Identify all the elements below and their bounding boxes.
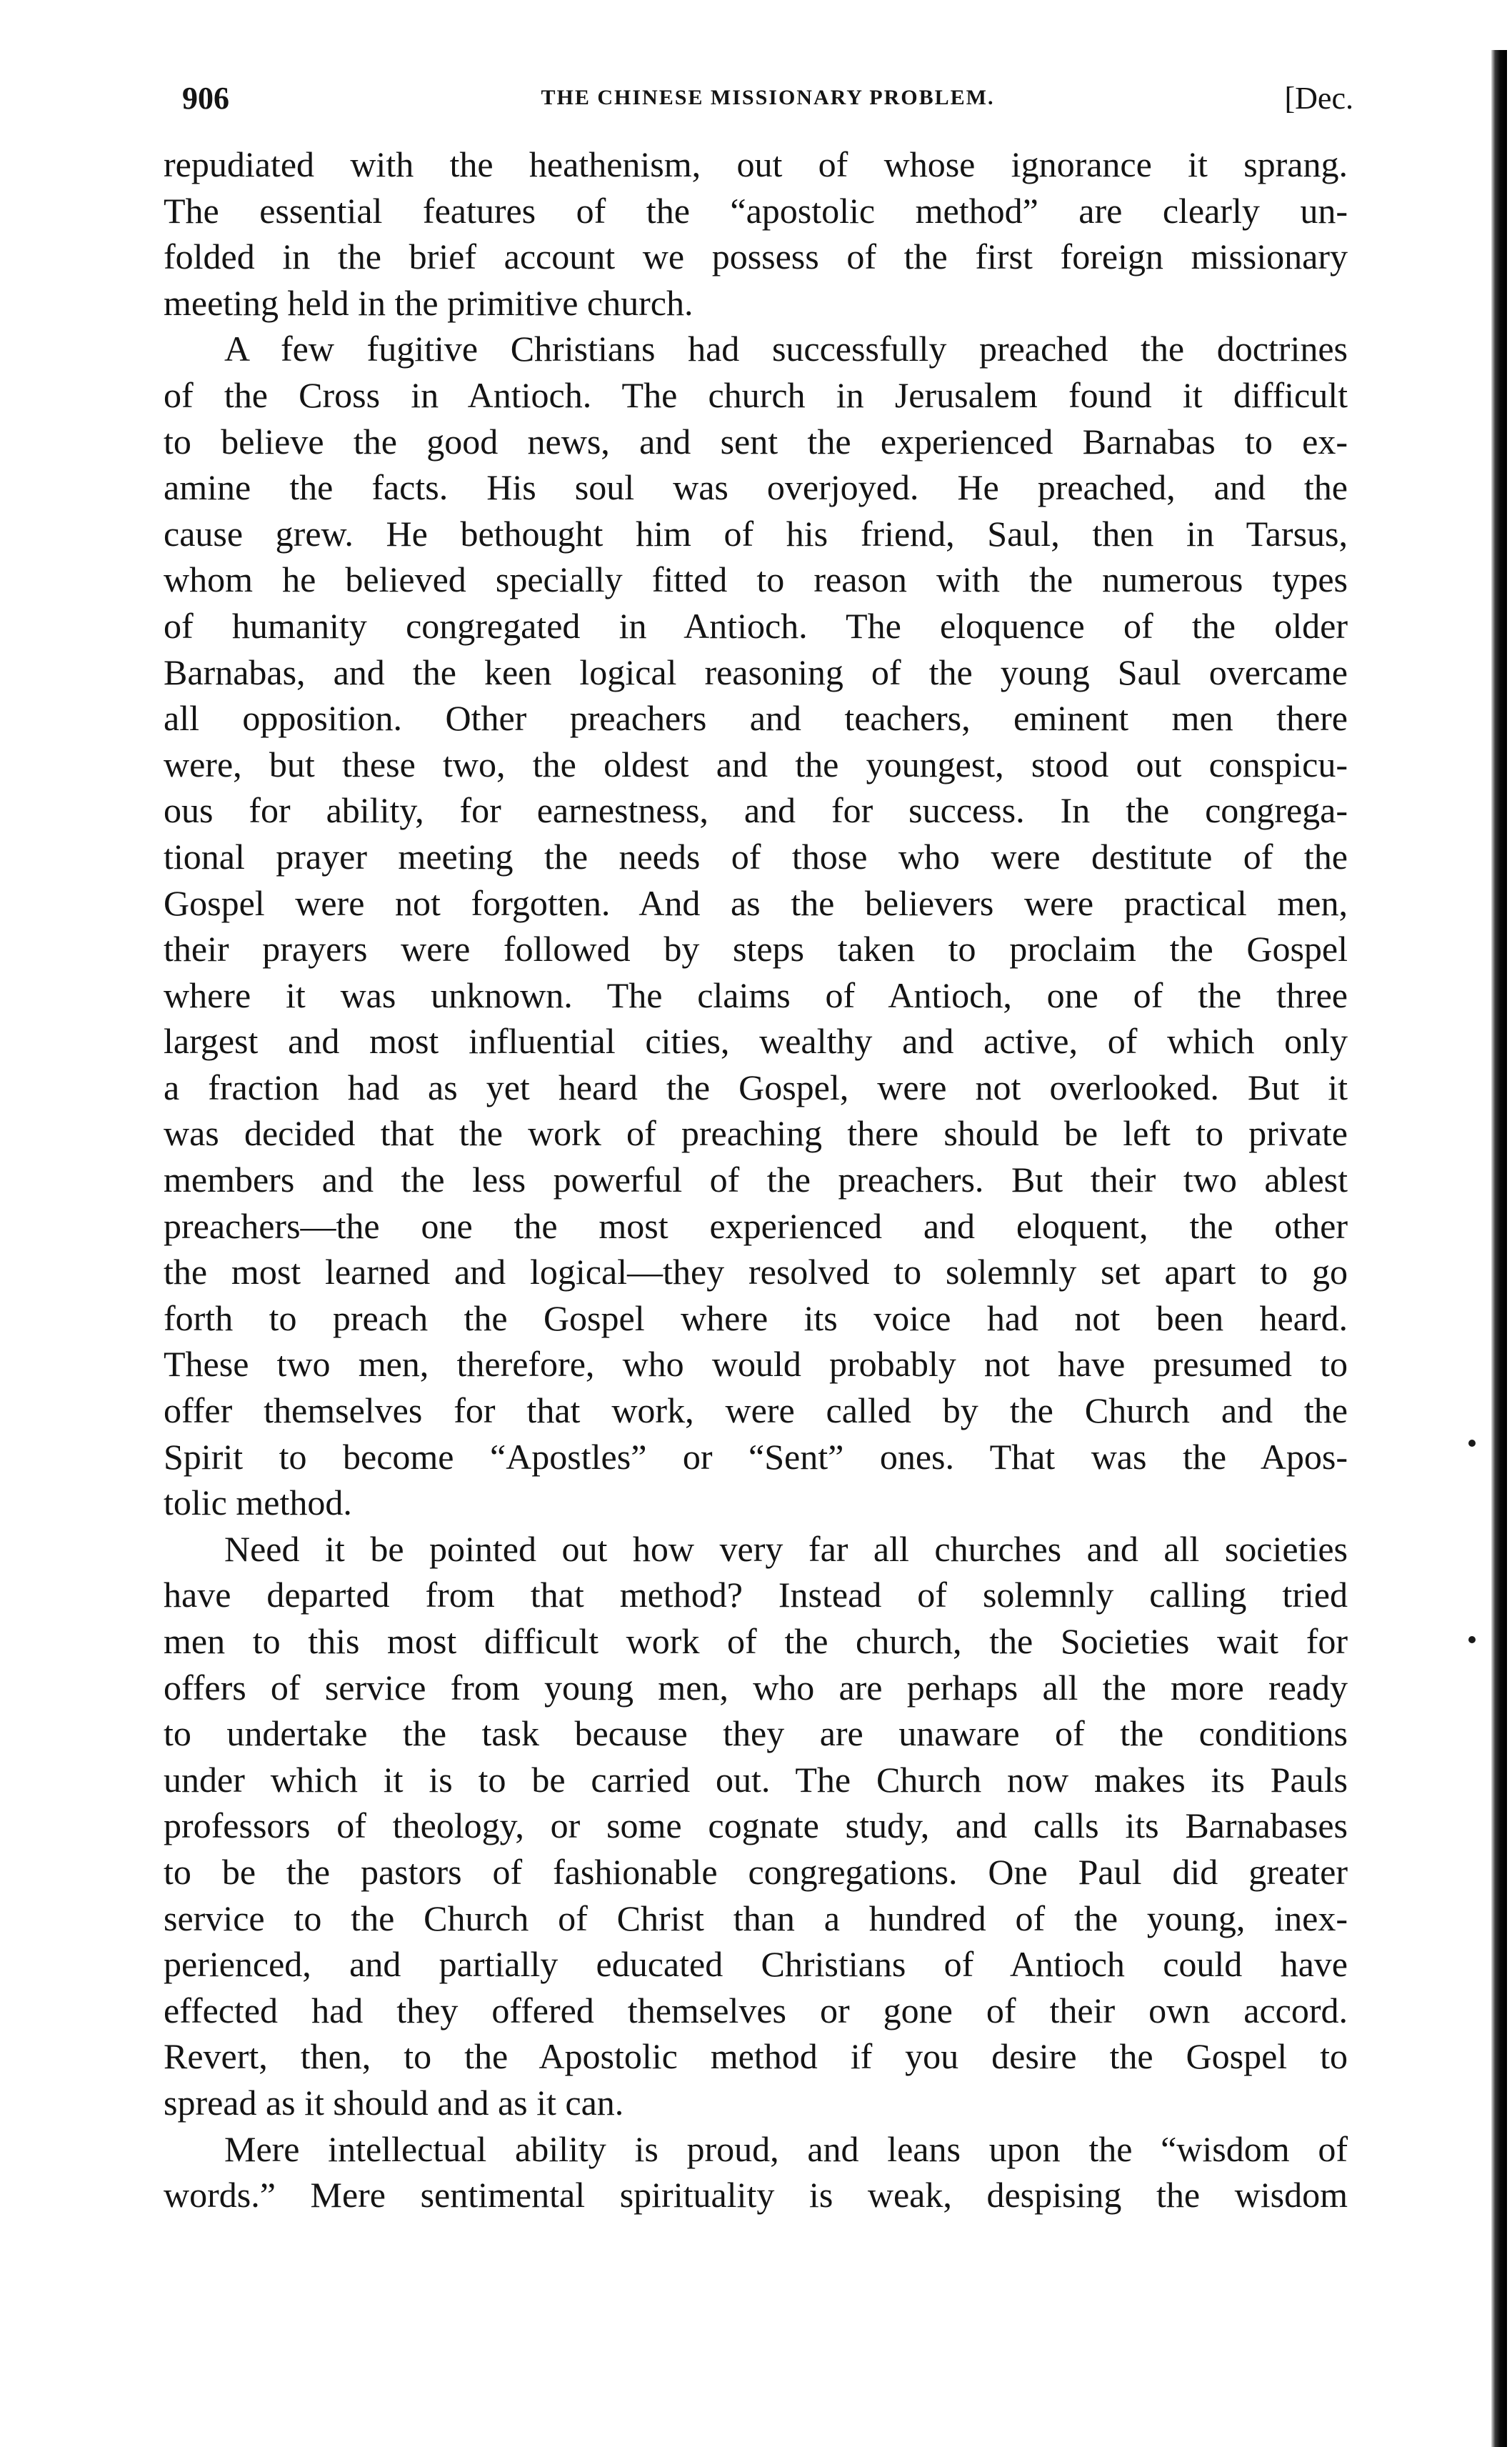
text-line: have departed from that method? Instead of solemnly calling tried — [164, 1575, 1348, 1615]
text-line: of the Cross in Antioch. The church in Jerusalem found it difficult — [164, 374, 1348, 415]
text-line: whom he believed specially fitted to reason with the numerous types — [164, 559, 1348, 600]
text-line: to be the pastors of fashionable congregations. One Paul did greater — [164, 1851, 1348, 1892]
text-line: were, but these two, the oldest and the youngest, stood out conspicu- — [164, 744, 1348, 784]
paragraph-start-line: Mere intellectual ability is proud, and leans upon the “wisdom of — [224, 2128, 1348, 2169]
text-line: largest and most influential cities, wealthy and active, of which only — [164, 1021, 1348, 1062]
scan-speck — [1468, 1440, 1476, 1447]
paragraph-start-line: Need it be pointed out how very far all churches and all societies — [224, 1528, 1348, 1569]
text-line: tional prayer meeting the needs of those who were destitute of the — [164, 836, 1348, 877]
text-line: repudiated with the heathenism, out of whose ignorance it sprang. — [164, 144, 1348, 184]
text-line: ous for ability, for earnestness, and for success. In the congrega- — [164, 790, 1348, 831]
text-line: Revert, then, to the Apostolic method if you desire the Gospel to — [164, 2036, 1348, 2077]
text-line: meeting held in the primitive church. — [164, 282, 694, 323]
text-line: offer themselves for that work, were called by the Church and the — [164, 1390, 1348, 1431]
text-line: was decided that the work of preaching there should be left to private — [164, 1113, 1348, 1154]
text-line: amine the facts. His soul was overjoyed. He preached, and the — [164, 467, 1348, 508]
page-number: 906 — [182, 81, 229, 116]
text-line: a fraction had as yet heard the Gospel, were not overlooked. But it — [164, 1067, 1348, 1107]
text-line: of humanity congregated in Antioch. The eloquence of the older — [164, 605, 1348, 646]
paragraph-start-line: A few fugitive Christians had successfully preached the doctrines — [224, 329, 1348, 369]
text-line: The essential features of the “apostolic method” are clearly un- — [164, 190, 1348, 231]
text-line: service to the Church of Christ than a hundred of the young, inex- — [164, 1898, 1348, 1938]
text-line: spread as it should and as it can. — [164, 2082, 624, 2123]
text-line: folded in the brief account we possess of the first foreign missionary — [164, 236, 1348, 277]
running-header — [182, 80, 1353, 130]
scanned-page-edge — [1491, 50, 1507, 2447]
text-line: under which it is to be carried out. The Church now makes its Pauls — [164, 1759, 1348, 1800]
text-line: their prayers were followed by steps taken to proclaim the Gospel — [164, 929, 1348, 970]
text-line: words.” Mere sentimental spirituality is weak, despising the wisdom — [164, 2175, 1348, 2216]
running-date: [Dec. — [1284, 81, 1353, 116]
text-line: forth to preach the Gospel where its voice had not been heard. — [164, 1297, 1348, 1338]
text-line: where it was unknown. The claims of Antioch, one of the three — [164, 975, 1348, 1015]
text-line: to undertake the task because they are unaware of the conditions — [164, 1713, 1348, 1754]
text-line: Barnabas, and the keen logical reasoning of the young Saul overcame — [164, 652, 1348, 692]
text-line: Gospel were not forgotten. And as the believers were practical men, — [164, 882, 1348, 923]
text-line: tolic method. — [164, 1482, 352, 1523]
text-line: offers of service from young men, who are perhaps all the more ready — [164, 1667, 1348, 1708]
text-line: the most learned and logical—they resolved to solemnly set apart to go — [164, 1252, 1348, 1292]
text-line: men to this most difficult work of the church, the Societies wait for — [164, 1621, 1348, 1661]
text-line: members and the less powerful of the preachers. But their two ablest — [164, 1160, 1348, 1200]
text-line: preachers—the one the most experienced and eloquent, the other — [164, 1205, 1348, 1246]
text-line: Spirit to become “Apostles” or “Sent” ones. That was the Apos- — [164, 1436, 1348, 1477]
body-text — [164, 141, 1348, 2218]
text-line: to believe the good news, and sent the experienced Barnabas to ex- — [164, 421, 1348, 462]
running-title: THE CHINESE MISSIONARY PROBLEM. — [541, 86, 995, 109]
scan-speck — [1468, 1636, 1476, 1643]
text-line: perienced, and partially educated Christians of Antioch could have — [164, 1944, 1348, 1985]
text-line: all opposition. Other preachers and teachers, eminent men there — [164, 698, 1348, 739]
text-line: cause grew. He bethought him of his friend, Saul, then in Tarsus, — [164, 513, 1348, 554]
text-line: professors of theology, or some cognate study, and calls its Barnabases — [164, 1805, 1348, 1846]
text-line: effected had they offered themselves or gone of their own accord. — [164, 1990, 1348, 2030]
text-line: These two men, therefore, who would probably not have presumed to — [164, 1344, 1348, 1385]
